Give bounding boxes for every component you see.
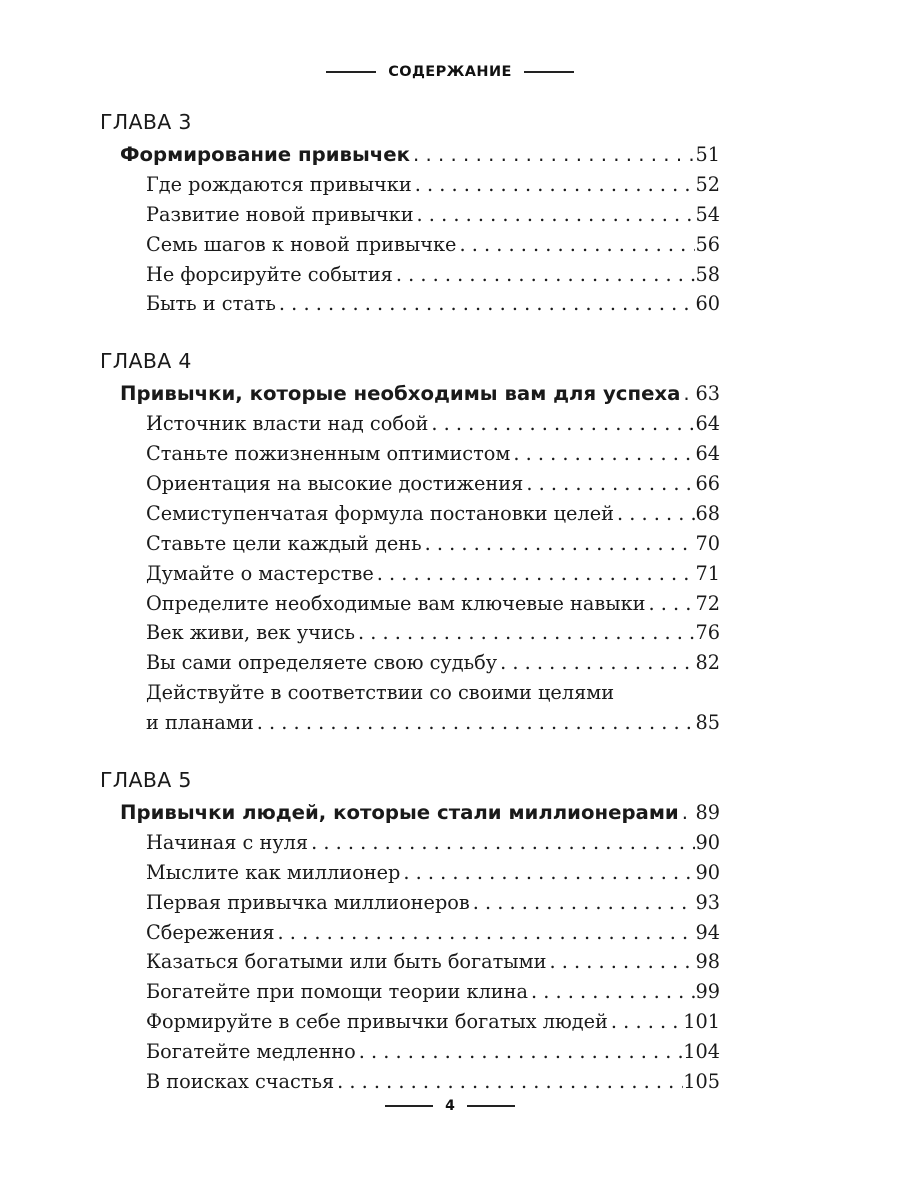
page-number: 68 xyxy=(695,501,720,525)
page-number: 64 xyxy=(695,442,720,466)
chapter-4 xyxy=(0,343,900,738)
dot-leader xyxy=(393,260,696,290)
dot-leader xyxy=(422,529,696,559)
entry-title: Не форсируйте события xyxy=(146,262,393,286)
page-number: 101 xyxy=(683,1010,720,1034)
toc-entry[interactable] xyxy=(146,1037,720,1067)
toc-entry[interactable] xyxy=(146,230,720,260)
page-number: 85 xyxy=(695,711,720,735)
toc-entry[interactable] xyxy=(146,469,720,499)
entry-title: Быть и стать xyxy=(146,292,276,316)
entry-title: Век живи, век учись xyxy=(146,621,355,645)
dot-leader xyxy=(412,170,696,200)
entry-title-line-2-row xyxy=(146,708,720,738)
toc-entry[interactable] xyxy=(146,828,720,858)
dot-leader xyxy=(374,559,696,589)
page-number: 52 xyxy=(695,172,720,196)
toc-entry[interactable] xyxy=(146,1067,720,1097)
entry-title: Богатейте при помощи теории клина xyxy=(146,980,529,1004)
dot-leader xyxy=(470,888,696,918)
page-number: 72 xyxy=(695,591,720,615)
toc-entry[interactable] xyxy=(146,589,720,619)
entry-title: Первая привычка миллионеров xyxy=(146,890,470,914)
entry-title: Станьте пожизненным оптимистом xyxy=(146,442,511,466)
page-number: 93 xyxy=(695,890,720,914)
dot-leader xyxy=(608,1007,683,1037)
chapter-title: Привычки людей, которые стали миллионерами xyxy=(120,801,679,825)
entry-title: Мыслите как миллионер xyxy=(146,860,401,884)
page-footer xyxy=(0,1098,900,1114)
toc-entry[interactable] xyxy=(146,170,720,200)
header-rule-left xyxy=(326,71,376,72)
page-number: 76 xyxy=(695,621,720,645)
entry-title-line-1: Действуйте в соответствии со своими целями xyxy=(146,681,615,705)
entry-title: Определите необходимые вам ключевые навыки xyxy=(146,591,646,615)
entry-title: Казаться богатыми или быть богатыми xyxy=(146,950,547,974)
dot-leader xyxy=(456,230,695,260)
footer-rule-right xyxy=(467,1105,515,1106)
toc-entry[interactable] xyxy=(146,858,720,888)
chapter-title: Привычки, которые необходимы вам для успеха xyxy=(120,382,681,406)
toc-entry[interactable] xyxy=(146,888,720,918)
page-title: СОДЕРЖАНИЕ xyxy=(388,64,512,80)
entry-title: Формируйте в себе привычки богатых людей xyxy=(146,1010,608,1034)
entry-title: Развитие новой привычки xyxy=(146,202,414,226)
chapter-title: Формирование привычек xyxy=(120,143,410,166)
toc-entry[interactable] xyxy=(146,529,720,559)
toc-entry[interactable] xyxy=(146,618,720,648)
header-rule-right xyxy=(524,71,574,72)
page-number: 98 xyxy=(695,950,720,974)
dot-leader xyxy=(308,828,695,858)
entry-title: Вы сами определяете свою судьбу xyxy=(146,651,498,675)
toc-entry[interactable] xyxy=(146,289,720,319)
entry-title: Ориентация на высокие достижения xyxy=(146,472,524,496)
dot-leader xyxy=(275,918,696,948)
chapter-title-row[interactable] xyxy=(120,798,720,828)
toc-entry[interactable] xyxy=(146,947,720,977)
entry-title: Начиная с нуля xyxy=(146,830,309,854)
chapter-title-row[interactable] xyxy=(120,379,720,409)
page-number: 82 xyxy=(695,651,720,675)
entry-title: В поисках счастья xyxy=(146,1070,335,1094)
toc-entry[interactable] xyxy=(146,648,720,678)
page-number: 90 xyxy=(695,860,720,884)
entry-title: Ставьте цели каждый день xyxy=(146,531,422,555)
toc-entry[interactable] xyxy=(146,499,720,529)
dot-leader xyxy=(680,379,695,409)
toc-entry-wrapped[interactable] xyxy=(0,678,900,738)
dot-leader xyxy=(355,618,695,648)
entry-title: Богатейте медленно xyxy=(146,1040,356,1064)
dot-leader xyxy=(428,409,695,439)
page-number: 51 xyxy=(695,143,720,166)
page-number: 94 xyxy=(695,920,720,944)
table-of-contents xyxy=(0,104,900,1121)
dot-leader xyxy=(414,200,696,230)
entry-title: Думайте о мастерстве xyxy=(146,561,374,585)
chapter-label: ГЛАВА 3 xyxy=(100,110,192,134)
toc-entry[interactable] xyxy=(146,260,720,290)
dot-leader xyxy=(547,947,696,977)
toc-entry[interactable] xyxy=(146,977,720,1007)
dot-leader xyxy=(410,140,695,170)
page-number: 54 xyxy=(695,202,720,226)
page-number: 66 xyxy=(695,472,720,496)
page-number: 56 xyxy=(695,232,720,256)
toc-entry[interactable] xyxy=(146,1007,720,1037)
toc-entry[interactable] xyxy=(146,409,720,439)
dot-leader xyxy=(254,708,696,738)
dot-leader xyxy=(679,798,696,828)
page-number: 64 xyxy=(695,412,720,436)
entry-title: Источник власти над собой xyxy=(146,412,429,436)
toc-entry[interactable] xyxy=(146,918,720,948)
page-number: 71 xyxy=(695,561,720,585)
dot-leader xyxy=(510,439,695,469)
dot-leader xyxy=(523,469,695,499)
dot-leader xyxy=(614,499,695,529)
dot-leader xyxy=(334,1067,683,1097)
page-number: 63 xyxy=(695,382,720,406)
toc-entry[interactable] xyxy=(146,439,720,469)
page-number: 105 xyxy=(683,1070,720,1094)
page-number: 90 xyxy=(695,830,720,854)
dot-leader xyxy=(400,858,695,888)
page-number: 99 xyxy=(695,980,720,1004)
page-number: 89 xyxy=(695,801,720,825)
page-number: 70 xyxy=(695,531,720,555)
dot-leader xyxy=(497,648,695,678)
toc-entry[interactable] xyxy=(146,559,720,589)
page-number-footer: 4 xyxy=(445,1098,455,1114)
entry-title: Сбережения xyxy=(146,920,275,944)
page-number: 104 xyxy=(683,1040,720,1064)
chapter-3 xyxy=(0,104,900,319)
toc-entry[interactable] xyxy=(146,200,720,230)
dot-leader xyxy=(356,1037,683,1067)
dot-leader xyxy=(528,977,695,1007)
entry-title-line-2: и планами xyxy=(146,711,254,735)
page-number: 60 xyxy=(695,292,720,316)
entry-title: Где рождаются привычки xyxy=(146,172,412,196)
page-number: 58 xyxy=(695,262,720,286)
running-header xyxy=(0,64,900,80)
entry-title: Семиступенчатая формула постановки целей xyxy=(146,501,614,525)
entry-title: Семь шагов к новой привычке xyxy=(146,232,457,256)
chapter-title-row[interactable] xyxy=(120,140,720,170)
dot-leader xyxy=(645,589,695,619)
dot-leader xyxy=(276,289,696,319)
chapter-label: ГЛАВА 5 xyxy=(100,768,192,793)
chapter-5 xyxy=(0,762,900,1097)
footer-rule-left xyxy=(385,1105,433,1106)
chapter-label: ГЛАВА 4 xyxy=(100,349,192,374)
